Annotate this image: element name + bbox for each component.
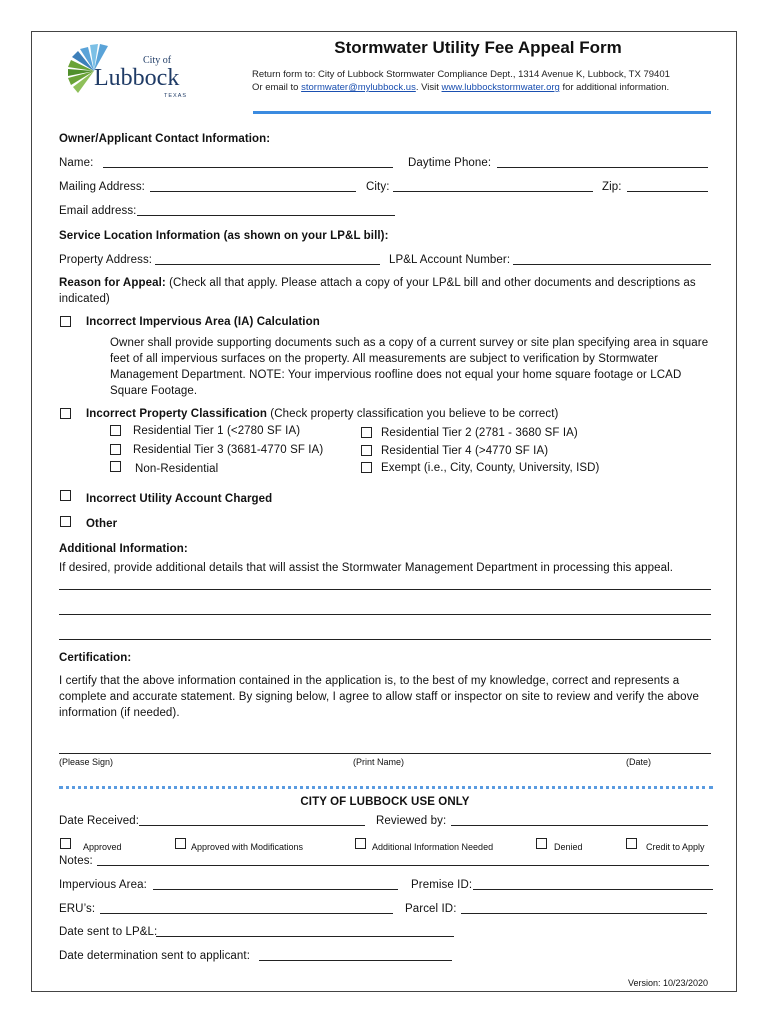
logo-city-of: City of <box>143 55 172 66</box>
email-link[interactable]: stormwater@mylubbock.us <box>301 82 416 93</box>
additional-text: If desired, provide additional details that will assist the Stormwater Management Department in processing this appeal. <box>59 562 674 574</box>
eru-field[interactable] <box>100 913 393 914</box>
utility-account-checkbox[interactable] <box>60 490 71 501</box>
email-label: Email address: <box>59 205 137 217</box>
version-label: Version: 10/23/2020 <box>628 978 709 988</box>
name-field[interactable] <box>103 167 393 168</box>
tier3-label: Residential Tier 3 (3681-4770 SF IA) <box>133 444 324 456</box>
visit-text: . Visit <box>415 82 442 93</box>
info-suffix: for additional information. <box>559 82 670 93</box>
classification-note: (Check property classification you believe to be correct) <box>266 408 559 420</box>
reviewed-by-label: Reviewed by: <box>376 815 447 827</box>
notes-label: Notes: <box>59 855 93 867</box>
city-label: City: <box>366 181 390 193</box>
premise-id-label: Premise ID: <box>411 879 473 891</box>
ia-label: Incorrect Impervious Area (IA) Calculation <box>86 316 320 328</box>
classification-title: Incorrect Property Classification <box>86 408 267 420</box>
other-checkbox[interactable] <box>60 516 71 527</box>
zip-label: Zip: <box>602 181 622 193</box>
form-title: Stormwater Utility Fee Appeal Form <box>334 38 622 57</box>
sent-lpl-field[interactable] <box>156 936 454 937</box>
ia-text-3: Management Department. NOTE: Your impervious roofline does not equal your home square footage or LCAD <box>110 369 682 381</box>
return-instructions: Return form to: City of Lubbock Stormwater Compliance Dept., 1314 Avenue K, Lubbock, TX 79401 <box>252 69 670 80</box>
approved-modifications-checkbox[interactable] <box>175 838 186 849</box>
ia-text-1: Owner shall provide supporting documents such as a copy of a current survey or site plan specifying area in square <box>110 337 709 349</box>
header-divider <box>253 111 711 114</box>
impervious-area-label: Impervious Area: <box>59 879 147 891</box>
logo-name: Lubbock <box>94 65 180 91</box>
sent-applicant-field[interactable] <box>259 960 452 961</box>
date-caption: (Date) <box>626 757 652 767</box>
parcel-id-label: Parcel ID: <box>405 903 457 915</box>
tier1-label: Residential Tier 1 (<2780 SF IA) <box>133 425 301 437</box>
additional-heading: Additional Information: <box>59 543 188 555</box>
mailing-address-label: Mailing Address: <box>59 181 145 193</box>
property-address-field[interactable] <box>155 264 380 265</box>
denied-checkbox[interactable] <box>536 838 547 849</box>
sent-lpl-label: Date sent to LP&L: <box>59 926 158 938</box>
approved-checkbox[interactable] <box>60 838 71 849</box>
zip-field[interactable] <box>627 191 708 192</box>
notes-field[interactable] <box>97 865 709 866</box>
sign-caption: (Please Sign) <box>59 757 114 767</box>
office-divider <box>59 786 713 789</box>
parcel-id-field[interactable] <box>461 913 707 914</box>
additional-line-2[interactable] <box>59 614 711 615</box>
email-prefix: Or email to <box>252 82 302 93</box>
certification-heading: Certification: <box>59 652 132 664</box>
exempt-label: Exempt (i.e., City, County, University, ISD) <box>381 462 600 474</box>
classification-checkbox[interactable] <box>60 408 71 419</box>
tier2-checkbox[interactable] <box>361 427 372 438</box>
ia-text-4: Square Footage. <box>110 385 198 397</box>
logo-state: TEXAS <box>164 93 188 99</box>
reviewed-by-field[interactable] <box>451 825 708 826</box>
tier4-label: Residential Tier 4 (>4770 SF IA) <box>381 445 549 457</box>
daytime-phone-field[interactable] <box>497 167 708 168</box>
approved-label: Approved <box>83 842 122 852</box>
website-link[interactable]: www.lubbockstormwater.org <box>441 82 560 93</box>
additional-needed-checkbox[interactable] <box>355 838 366 849</box>
tier3-checkbox[interactable] <box>110 444 121 455</box>
contact-heading: Owner/Applicant Contact Information: <box>59 133 271 145</box>
name-label: Name: <box>59 157 94 169</box>
office-use-heading: CITY OF LUBBOCK USE ONLY <box>300 796 470 808</box>
email-field[interactable] <box>137 215 395 216</box>
tier4-checkbox[interactable] <box>361 445 372 456</box>
date-received-field[interactable] <box>139 825 365 826</box>
denied-label: Denied <box>554 842 583 852</box>
nonresidential-checkbox[interactable] <box>110 461 121 472</box>
daytime-phone-label: Daytime Phone: <box>408 157 492 169</box>
eru-label: ERU’s: <box>59 903 96 915</box>
signature-line[interactable] <box>59 753 711 754</box>
additional-needed-label: Additional Information Needed <box>372 842 494 852</box>
reason-instructions-1: (Check all that apply. Please attach a copy of your LP&L bill and other documents and descriptions as <box>165 277 696 289</box>
reason-heading: Reason for Appeal: <box>59 277 166 289</box>
ia-checkbox[interactable] <box>60 316 71 327</box>
other-label: Other <box>86 518 118 530</box>
additional-line-1[interactable] <box>59 589 711 590</box>
certification-text-3: information (if needed). <box>59 707 180 719</box>
mailing-address-field[interactable] <box>150 191 356 192</box>
tier2-label: Residential Tier 2 (2781 - 3680 SF IA) <box>381 427 578 439</box>
credit-checkbox[interactable] <box>626 838 637 849</box>
certification-text-2: complete and accurate statement. By signing below, I agree to allow staff or inspector on site to review and verify the above <box>59 691 700 703</box>
ia-text-2: feet of all impervious surfaces on the property. All measurements are subject to verification by Stormwater <box>110 353 659 365</box>
utility-account-label: Incorrect Utility Account Charged <box>86 493 273 505</box>
sent-applicant-label: Date determination sent to applicant: <box>59 950 251 962</box>
date-received-label: Date Received: <box>59 815 140 827</box>
account-number-field[interactable] <box>513 264 711 265</box>
print-name-caption: (Print Name) <box>353 757 405 767</box>
account-number-label: LP&L Account Number: <box>389 254 511 266</box>
approved-modifications-label: Approved with Modifications <box>191 842 304 852</box>
nonresidential-label: Non-Residential <box>135 463 219 475</box>
premise-id-field[interactable] <box>473 889 713 890</box>
reason-instructions <box>59 277 696 289</box>
service-heading: Service Location Information (as shown on your LP&L bill): <box>59 230 389 242</box>
email-instructions <box>252 82 669 93</box>
reason-instructions-2: indicated) <box>59 293 110 305</box>
impervious-area-field[interactable] <box>153 889 398 890</box>
city-field[interactable] <box>393 191 593 192</box>
tier1-checkbox[interactable] <box>110 425 121 436</box>
credit-label: Credit to Apply <box>646 842 705 852</box>
exempt-checkbox[interactable] <box>361 462 372 473</box>
additional-line-3[interactable] <box>59 639 711 640</box>
classification-label <box>86 408 558 420</box>
certification-text-1: I certify that the above information contained in the application is, to the best of my knowledge, correct and represents a <box>59 675 680 687</box>
property-address-label: Property Address: <box>59 254 153 266</box>
